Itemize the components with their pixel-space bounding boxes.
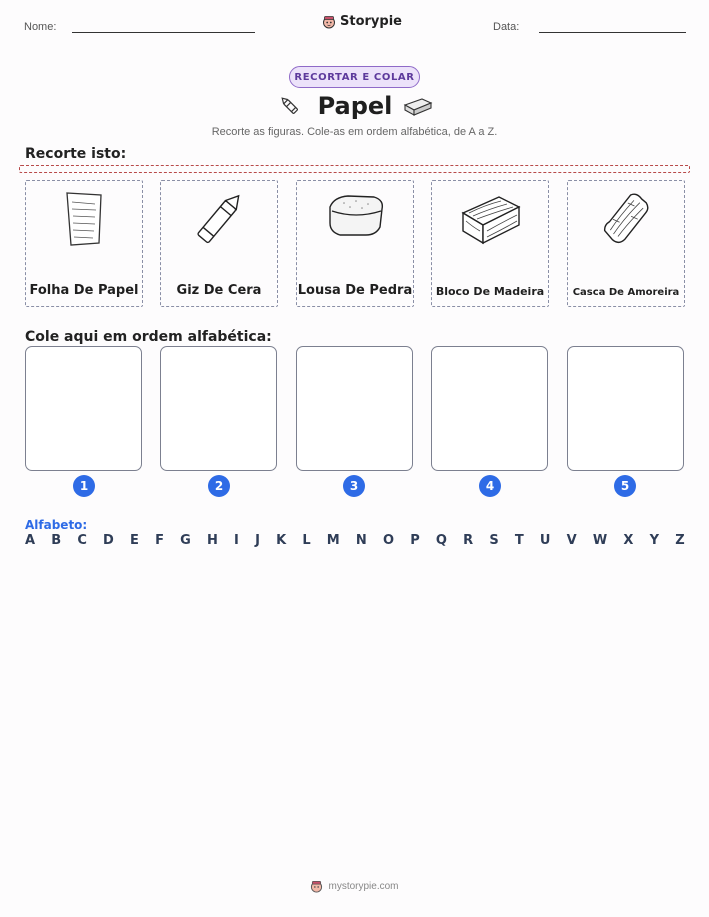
cut-line	[19, 165, 690, 173]
alphabet-letter: I	[234, 533, 239, 548]
footer-url[interactable]: mystorypie.com	[328, 881, 399, 892]
brand-name: Storypie	[340, 14, 402, 29]
alphabet-letter: D	[103, 533, 114, 548]
instructions: Recorte as figuras. Cole-as em ordem alfabética, de A a Z.	[211, 126, 498, 138]
brand-logo	[322, 14, 402, 29]
footer	[0, 880, 709, 893]
paste-box-5[interactable]	[567, 346, 684, 471]
alphabet-letter: Z	[675, 533, 685, 548]
alphabet-letter: E	[130, 533, 139, 548]
name-line[interactable]	[72, 32, 255, 33]
alphabet-letter: K	[276, 533, 287, 548]
alphabet-letter: C	[77, 533, 87, 548]
cut-card-folha-de-papel[interactable]	[25, 180, 143, 307]
page-title: Papel	[317, 92, 393, 120]
mulberry-bark-icon	[597, 187, 657, 249]
cut-card-giz-de-cera[interactable]	[160, 180, 278, 307]
paste-heading: Cole aqui em ordem alfabética:	[25, 329, 272, 345]
alphabet-letter: R	[463, 533, 474, 548]
alphabet-letter: X	[623, 533, 634, 548]
cut-card-bloco-de-madeira[interactable]	[431, 180, 549, 307]
paper-sheet-icon	[55, 187, 115, 249]
alphabet-letter: M	[326, 533, 340, 548]
card-label: Giz De Cera	[176, 283, 262, 298]
alphabet-letter: H	[206, 533, 218, 548]
stone-slate-icon	[326, 187, 386, 249]
card-label: Lousa De Pedra	[297, 283, 413, 298]
position-badge-4: 4	[479, 475, 501, 497]
position-badge-1: 1	[73, 475, 95, 497]
crayon-icon	[190, 187, 250, 249]
cut-heading: Recorte isto:	[25, 146, 127, 162]
alphabet-letter: B	[51, 533, 62, 548]
alphabet-letter: S	[489, 533, 499, 548]
date-line[interactable]	[539, 32, 686, 33]
card-label: Folha De Papel	[29, 283, 139, 298]
card-label: Casca De Amoreira	[572, 287, 680, 298]
paste-box-1[interactable]	[25, 346, 142, 471]
alphabet-letter: V	[566, 533, 577, 548]
name-label: Nome:	[24, 21, 57, 33]
alphabet-letter: J	[255, 533, 260, 548]
alphabet-letter: L	[302, 533, 311, 548]
storypie-mascot-icon	[310, 880, 323, 893]
date-label: Data:	[493, 21, 520, 33]
alphabet-letter: G	[180, 533, 191, 548]
alphabet-letter: Y	[649, 533, 660, 548]
alphabet-letter: P	[410, 533, 420, 548]
cut-card-lousa-de-pedra[interactable]	[296, 180, 414, 307]
paste-box-4[interactable]	[431, 346, 548, 471]
position-badge-2: 2	[208, 475, 230, 497]
alphabet-letter: Q	[435, 533, 447, 548]
position-badge-5: 5	[614, 475, 636, 497]
alphabet-letter: U	[539, 533, 551, 548]
storypie-mascot-icon	[322, 15, 336, 29]
alphabet-letter: T	[514, 533, 524, 548]
paste-box-2[interactable]	[160, 346, 277, 471]
alphabet-row	[25, 533, 685, 548]
cut-card-casca-de-amoreira[interactable]	[567, 180, 685, 307]
alphabet-letter: O	[382, 533, 395, 548]
alphabet-letter: A	[25, 533, 36, 548]
activity-badge: RECORTAR E COLAR	[289, 66, 420, 88]
alphabet-letter: F	[155, 533, 164, 548]
wood-block-icon	[402, 96, 434, 118]
paste-box-3[interactable]	[296, 346, 413, 471]
alphabet-letter: W	[592, 533, 608, 548]
wood-block-icon	[461, 187, 521, 249]
position-badge-3: 3	[343, 475, 365, 497]
card-label: Bloco De Madeira	[435, 285, 545, 298]
alphabet-letter: N	[355, 533, 367, 548]
alphabet-title: Alfabeto:	[25, 518, 88, 532]
